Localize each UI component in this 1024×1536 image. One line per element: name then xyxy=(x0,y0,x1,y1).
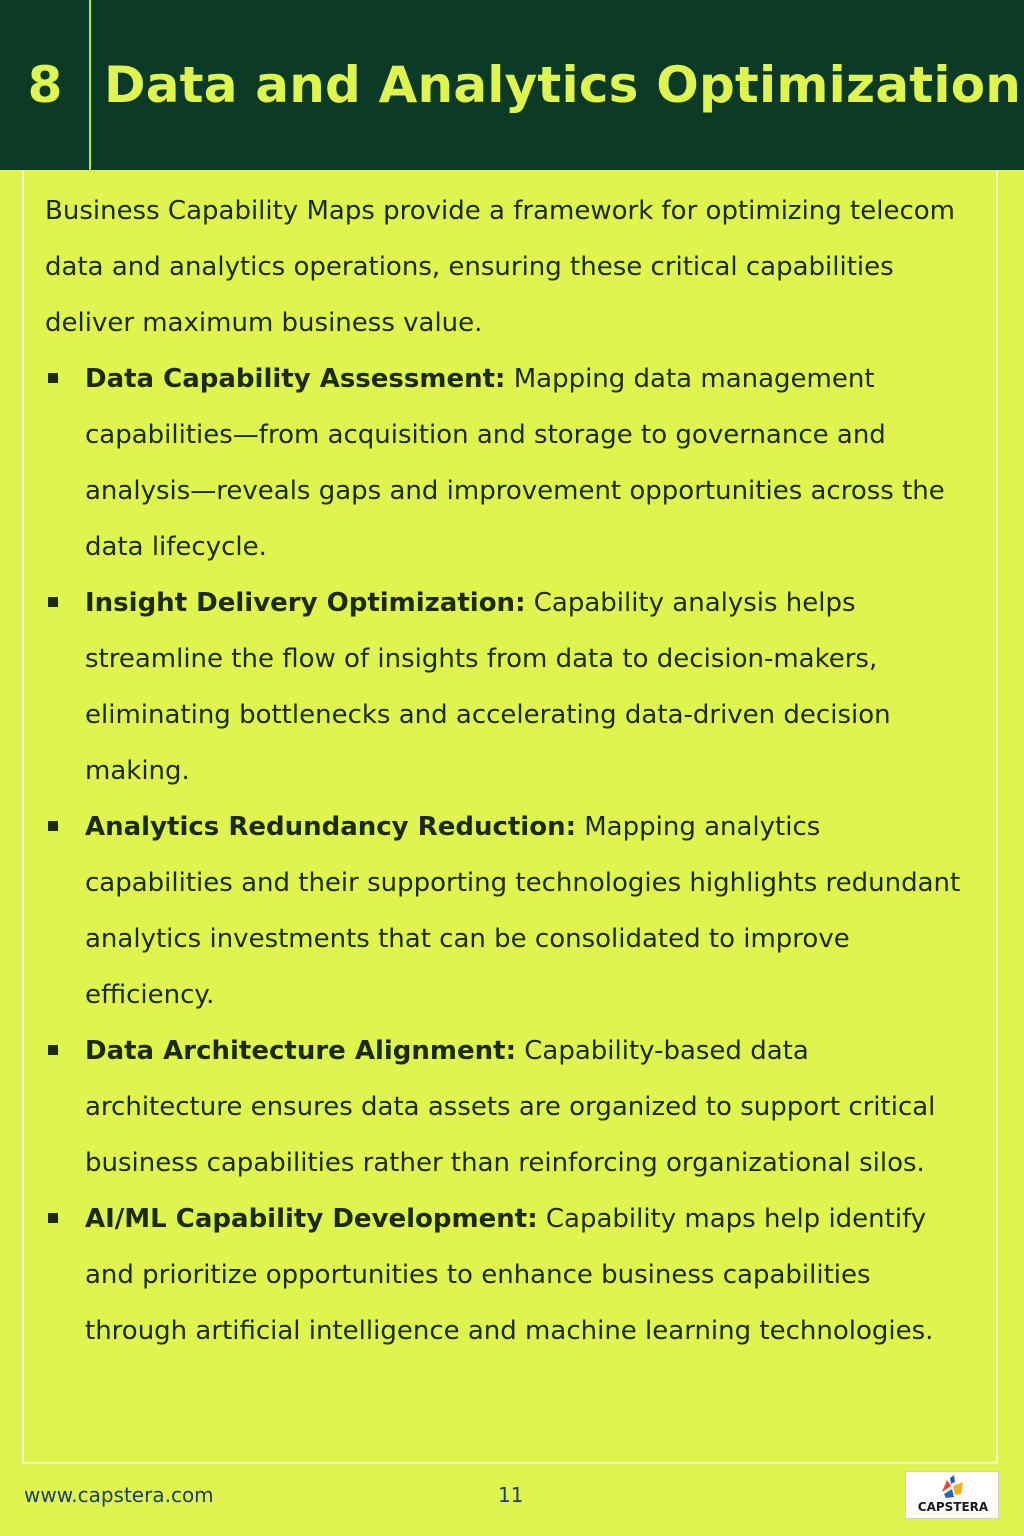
bullet-icon xyxy=(48,1213,58,1223)
bullet-icon xyxy=(48,1045,58,1055)
footer-website-link[interactable]: www.capstera.com xyxy=(24,1483,214,1507)
list-item xyxy=(45,1023,970,1191)
logo-wordmark: CAPSTERA xyxy=(917,1500,989,1514)
capstera-logo xyxy=(905,1471,999,1519)
capability-list xyxy=(45,351,970,1359)
item-title: Data Capability Assessment: xyxy=(85,364,506,394)
header-divider xyxy=(89,0,91,170)
page-number: 11 xyxy=(498,1483,524,1507)
item-title: AI/ML Capability Development: xyxy=(85,1204,538,1234)
page-title: Data and Analytics Optimization xyxy=(104,56,1022,114)
bullet-icon xyxy=(48,373,58,383)
list-item xyxy=(45,575,970,799)
item-title: Analytics Redundancy Reduction: xyxy=(85,812,576,842)
list-item xyxy=(45,351,970,575)
bullet-icon xyxy=(48,597,58,607)
item-text: Capability-based data architecture ensures data assets are organized to support critical business capabilities rather than reinforcing organizational silos. xyxy=(85,1036,936,1178)
list-item xyxy=(45,799,970,1023)
item-text: Capability analysis helps streamline the flow of insights from data to decision-makers, eliminating bottlenecks and accelerating data-driven decision making. xyxy=(85,588,891,786)
list-item xyxy=(45,1191,970,1359)
intro-paragraph: Business Capability Maps provide a framework for optimizing telecom data and analytics operations, ensuring these critical capabilities deliver maximum business value. xyxy=(45,196,955,338)
page-header xyxy=(0,0,1024,170)
section-number: 8 xyxy=(27,56,63,114)
item-text: Capability maps help identify and prioritize opportunities to enhance business capabilities through artificial intelligence and machine learning technologies. xyxy=(85,1204,934,1346)
item-text: Mapping data management capabilities—from acquisition and storage to governance and analysis—reveals gaps and improvement opportunities across the data lifecycle. xyxy=(85,364,945,562)
item-title: Insight Delivery Optimization: xyxy=(85,588,526,618)
bullet-icon xyxy=(48,821,58,831)
capstera-logo-icon xyxy=(906,1472,1000,1502)
item-title: Data Architecture Alignment: xyxy=(85,1036,516,1066)
item-text: Mapping analytics capabilities and their supporting technologies highlights redundant analytics investments that can be consolidated to improve efficiency. xyxy=(85,812,961,1010)
main-content xyxy=(45,183,970,1359)
